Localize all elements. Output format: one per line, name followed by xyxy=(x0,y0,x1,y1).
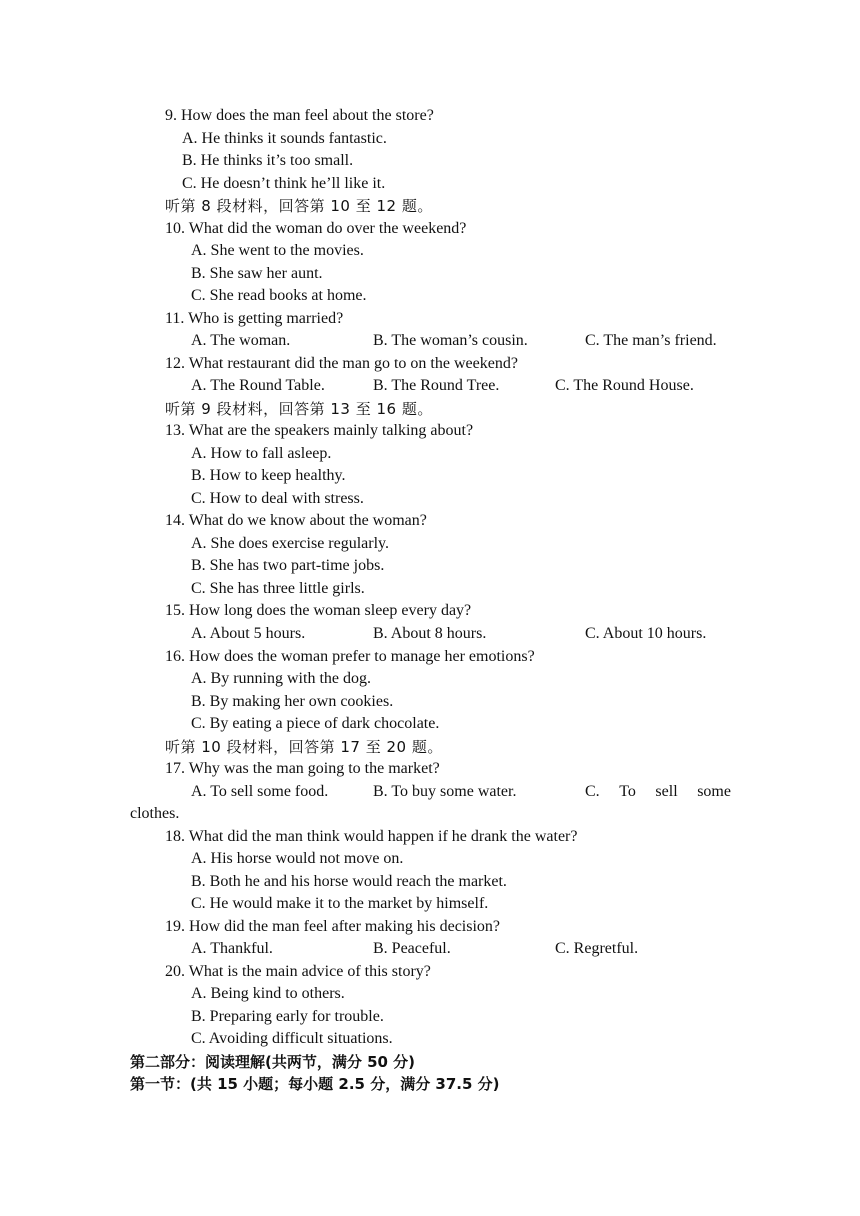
question-12: 12. What restaurant did the man go to on the weekend? xyxy=(165,355,518,372)
q17-option-c xyxy=(585,781,731,803)
q11-option-a: A. The woman. xyxy=(191,332,291,349)
q16-option-c: C. By eating a piece of dark chocolate. xyxy=(191,715,440,732)
q17-option-b: B. To buy some water. xyxy=(373,783,517,800)
q20-option-b: B. Preparing early for trouble. xyxy=(191,1008,384,1025)
q10-option-b: B. She saw her aunt. xyxy=(191,265,323,282)
q12-option-b: B. The Round Tree. xyxy=(373,377,500,394)
q11-option-c: C. The man’s friend. xyxy=(585,332,717,349)
q17-option-c-word: To xyxy=(619,783,636,800)
section-10-instruction: 听第 10 段材料，回答第 17 至 20 题。 xyxy=(165,738,443,756)
section-9-instruction: 听第 9 段材料，回答第 13 至 16 题。 xyxy=(165,400,433,418)
question-11: 11. Who is getting married? xyxy=(165,310,344,327)
question-16: 16. How does the woman prefer to manage her emotions? xyxy=(165,648,535,665)
q19-option-b: B. Peaceful. xyxy=(373,940,451,957)
q16-option-a: A. By running with the dog. xyxy=(191,670,371,687)
q19-option-a: A. Thankful. xyxy=(191,940,273,957)
question-13: 13. What are the speakers mainly talking about? xyxy=(165,422,474,439)
section-1-heading: 第一节：(共 15 小题；每小题 2.5 分，满分 37.5 分) xyxy=(130,1075,500,1093)
q17-option-c-continuation: clothes. xyxy=(130,805,180,822)
question-18: 18. What did the man think would happen if he drank the water? xyxy=(165,828,578,845)
q9-option-c: C. He doesn’t think he’ll like it. xyxy=(182,175,386,192)
question-19: 19. How did the man feel after making his decision? xyxy=(165,918,501,935)
q18-option-a: A. His horse would not move on. xyxy=(191,850,404,867)
q18-option-c: C. He would make it to the market by himself. xyxy=(191,895,489,912)
q14-option-a: A. She does exercise regularly. xyxy=(191,535,389,552)
q15-option-c: C. About 10 hours. xyxy=(585,625,707,642)
q17-option-a: A. To sell some food. xyxy=(191,783,329,800)
question-20: 20. What is the main advice of this story? xyxy=(165,963,431,980)
q20-option-c: C. Avoiding difficult situations. xyxy=(191,1030,393,1047)
q10-option-a: A. She went to the movies. xyxy=(191,242,364,259)
q17-option-c-word: C. xyxy=(585,783,600,800)
q17-option-c-word: sell xyxy=(655,783,678,800)
q13-option-c: C. How to deal with stress. xyxy=(191,490,364,507)
question-17: 17. Why was the man going to the market? xyxy=(165,760,440,777)
part-2-heading: 第二部分：阅读理解(共两节，满分 50 分) xyxy=(130,1053,416,1071)
question-10: 10. What did the woman do over the weekend? xyxy=(165,220,467,237)
q15-option-a: A. About 5 hours. xyxy=(191,625,306,642)
q14-option-c: C. She has three little girls. xyxy=(191,580,365,597)
q13-option-b: B. How to keep healthy. xyxy=(191,467,346,484)
question-15: 15. How long does the woman sleep every day? xyxy=(165,602,472,619)
section-8-instruction: 听第 8 段材料，回答第 10 至 12 题。 xyxy=(165,197,433,215)
q11-option-b: B. The woman’s cousin. xyxy=(373,332,528,349)
question-14: 14. What do we know about the woman? xyxy=(165,512,427,529)
q13-option-a: A. How to fall asleep. xyxy=(191,445,332,462)
q17-option-c-word: some xyxy=(697,783,731,800)
q12-option-a: A. The Round Table. xyxy=(191,377,325,394)
q14-option-b: B. She has two part-time jobs. xyxy=(191,557,385,574)
q9-option-b: B. He thinks it’s too small. xyxy=(182,152,354,169)
q18-option-b: B. Both he and his horse would reach the market. xyxy=(191,873,507,890)
q20-option-a: A. Being kind to others. xyxy=(191,985,345,1002)
q12-option-c: C. The Round House. xyxy=(555,377,694,394)
q15-option-b: B. About 8 hours. xyxy=(373,625,487,642)
q10-option-c: C. She read books at home. xyxy=(191,287,367,304)
q9-option-a: A. He thinks it sounds fantastic. xyxy=(182,130,387,147)
q16-option-b: B. By making her own cookies. xyxy=(191,693,394,710)
q19-option-c: C. Regretful. xyxy=(555,940,639,957)
question-9: 9. How does the man feel about the store? xyxy=(165,107,434,124)
